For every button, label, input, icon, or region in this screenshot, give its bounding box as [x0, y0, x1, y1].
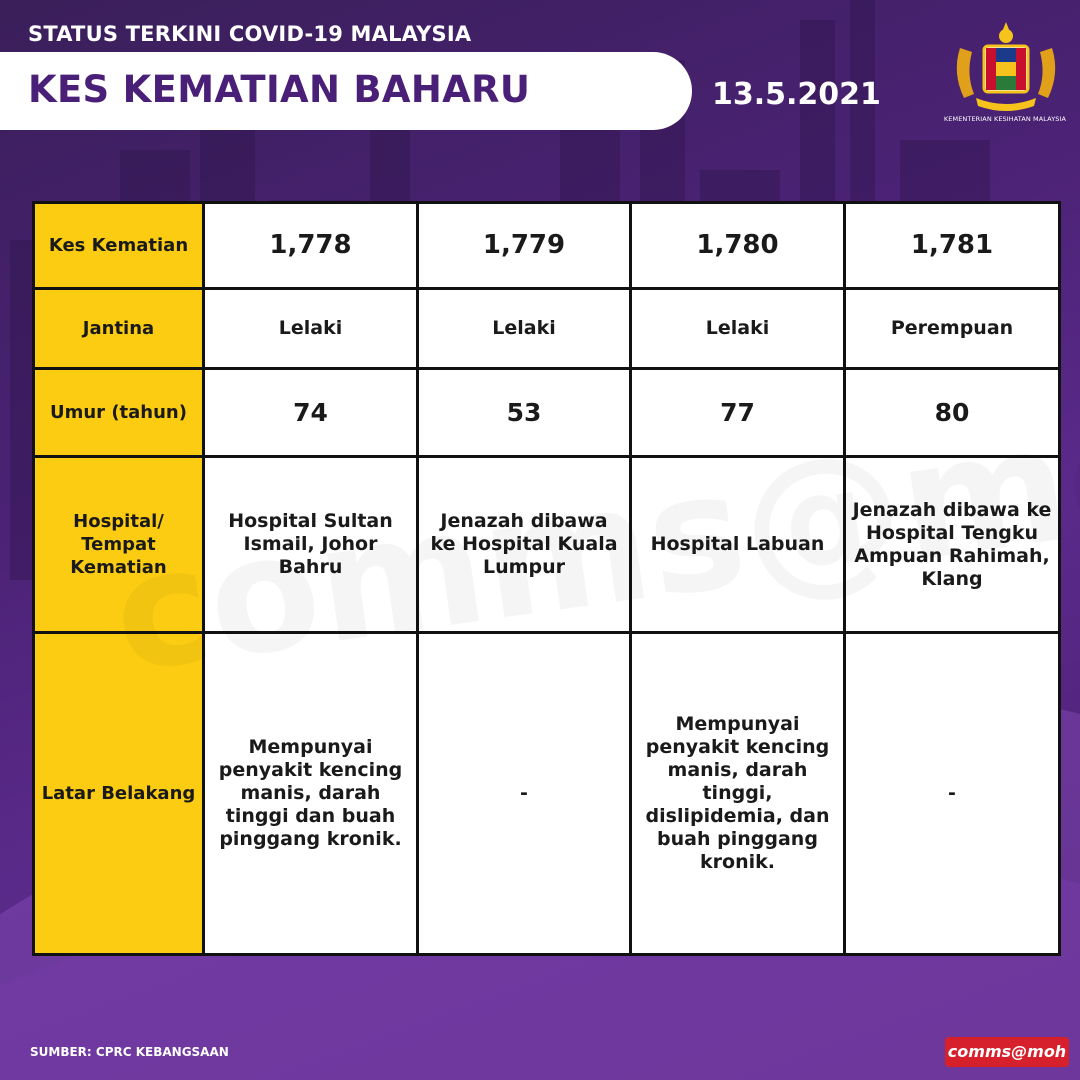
- report-date: 13.5.2021: [712, 77, 881, 112]
- coat-of-arms-icon: [950, 18, 1062, 116]
- page-title: KES KEMATIAN BAHARU: [28, 68, 531, 111]
- gender-cell: Lelaki: [204, 289, 418, 369]
- brand-badge: comms@moh: [945, 1037, 1069, 1067]
- death-cases-table: [32, 201, 1061, 956]
- age-cell: 80: [845, 369, 1060, 457]
- row-label-hospital: Hospital/ Tempat Kematian: [34, 457, 204, 633]
- status-line: STATUS TERKINI COVID-19 MALAYSIA: [28, 22, 472, 46]
- source-note: SUMBER: CPRC KEBANGSAAN: [30, 1045, 229, 1059]
- row-label-background: Latar Belakang: [34, 633, 204, 955]
- background-cell: -: [418, 633, 631, 955]
- table-row: [34, 289, 1060, 369]
- row-label-gender: Jantina: [34, 289, 204, 369]
- gender-cell: Perempuan: [845, 289, 1060, 369]
- case-number-cell: 1,779: [418, 203, 631, 289]
- age-cell: 74: [204, 369, 418, 457]
- case-number-cell: 1,780: [631, 203, 845, 289]
- background-cell: -: [845, 633, 1060, 955]
- table-row: [34, 457, 1060, 633]
- table-row: [34, 203, 1060, 289]
- table-row: [34, 633, 1060, 955]
- age-cell: 53: [418, 369, 631, 457]
- hospital-cell: Hospital Sultan Ismail, Johor Bahru: [204, 457, 418, 633]
- age-cell: 77: [631, 369, 845, 457]
- gender-cell: Lelaki: [418, 289, 631, 369]
- ministry-name: KEMENTERIAN KESIHATAN MALAYSIA: [943, 115, 1067, 123]
- hospital-cell: Jenazah dibawa ke Hospital Kuala Lumpur: [418, 457, 631, 633]
- gender-cell: Lelaki: [631, 289, 845, 369]
- row-label-case: Kes Kematian: [34, 203, 204, 289]
- hospital-cell: Hospital Labuan: [631, 457, 845, 633]
- case-number-cell: 1,778: [204, 203, 418, 289]
- case-number-cell: 1,781: [845, 203, 1060, 289]
- hospital-cell: Jenazah dibawa ke Hospital Tengku Ampuan Rahimah, Klang: [845, 457, 1060, 633]
- background-cell: Mempunyai penyakit kencing manis, darah tinggi, dislipidemia, dan buah pinggang kronik.: [631, 633, 845, 955]
- table-row: [34, 369, 1060, 457]
- background-cell: Mempunyai penyakit kencing manis, darah tinggi dan buah pinggang kronik.: [204, 633, 418, 955]
- row-label-age: Umur (tahun): [34, 369, 204, 457]
